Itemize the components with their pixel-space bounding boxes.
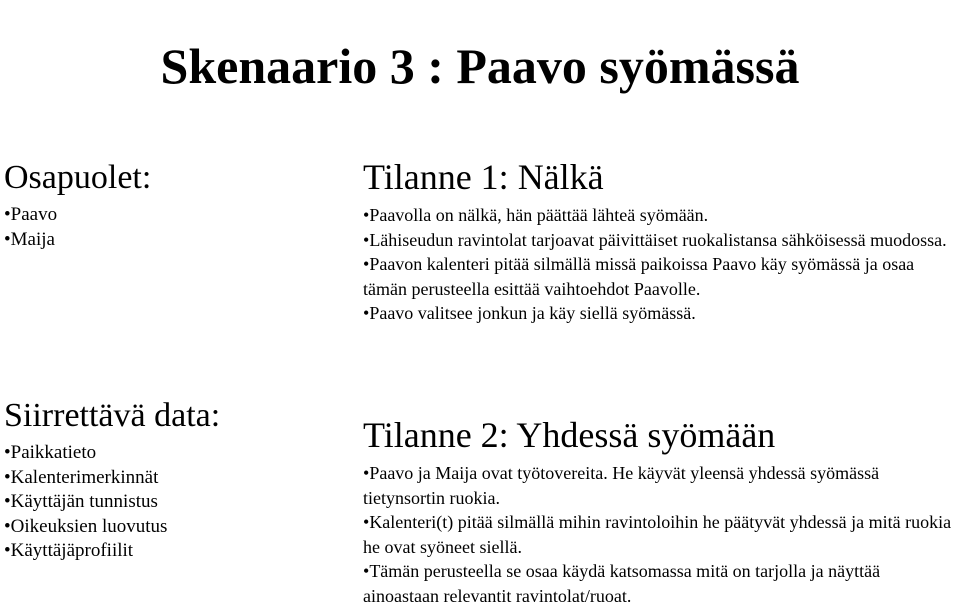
siirrettava-list xyxy=(4,441,167,564)
tilanne1-list xyxy=(363,203,957,326)
siirrettava-heading: Siirrettävä data: xyxy=(4,397,221,434)
bullet-icon: • xyxy=(4,204,11,225)
osapuolet-list xyxy=(4,203,57,252)
list-item xyxy=(363,228,957,253)
bullet-icon: • xyxy=(363,561,370,581)
list-item xyxy=(363,559,957,608)
tilanne2-heading: Tilanne 2: Yhdessä syömään xyxy=(363,415,776,455)
tilanne1-heading: Tilanne 1: Nälkä xyxy=(363,157,604,197)
list-item xyxy=(4,228,57,253)
list-item xyxy=(4,466,167,491)
list-item xyxy=(4,539,167,564)
slide-title: Skenaario 3 : Paavo syömässä xyxy=(160,37,800,94)
bullet-icon: • xyxy=(363,303,370,323)
bullet-icon: • xyxy=(363,229,370,250)
list-item xyxy=(363,461,957,510)
list-item xyxy=(4,441,167,466)
list-item-text: Paavon kalenteri pitää silmällä missä paikoissa Paavo käy syömässä ja osaa tämän perusteella esittää vaihtoehdot Paavolle. xyxy=(363,254,915,299)
bullet-icon: • xyxy=(4,540,11,561)
list-item xyxy=(363,301,957,326)
list-item-text: Käyttäjäprofiilit xyxy=(10,540,134,561)
bullet-icon: • xyxy=(4,515,11,537)
list-item-text: Paavolla on nälkä, hän päättää lähteä syömään. xyxy=(369,205,709,225)
list-item-text: Paavo xyxy=(10,204,58,225)
list-item-text: Lähiseudun ravintolat tarjoavat päivittäiset ruokalistansa sähköisessä muodossa. xyxy=(369,229,947,250)
list-item xyxy=(363,252,957,301)
bullet-icon: • xyxy=(363,254,370,274)
list-item xyxy=(363,510,957,559)
bullet-icon: • xyxy=(363,463,370,483)
tilanne2-list xyxy=(363,461,957,608)
bullet-icon: • xyxy=(4,491,11,512)
list-item-text: Maija xyxy=(10,228,55,250)
list-item-text: Käyttäjän tunnistus xyxy=(10,491,158,512)
list-item xyxy=(4,203,57,228)
list-item-text: Paavo ja Maija ovat työtovereita. He käyvät yleensä yhdessä syömässä tietynsortin ruokia. xyxy=(363,463,880,508)
bullet-icon: • xyxy=(4,466,11,488)
list-item-text: Tämän perusteella se osaa käydä katsomassa mitä on tarjolla ja näyttää ainoastaan relevantit ravintolat/ruoat. xyxy=(363,561,881,606)
list-item-text: Paavo valitsee jonkun ja käy siellä syömässä. xyxy=(369,303,696,323)
osapuolet-heading: Osapuolet: xyxy=(4,159,152,196)
bullet-icon: • xyxy=(363,205,370,225)
list-item-text: Oikeuksien luovutus xyxy=(10,515,168,537)
list-item-text: Paikkatieto xyxy=(10,442,97,463)
list-item-text: Kalenterimerkinnät xyxy=(10,466,159,488)
bullet-icon: • xyxy=(363,512,370,532)
bullet-icon: • xyxy=(4,228,11,250)
list-item xyxy=(4,490,167,515)
list-item xyxy=(363,203,957,228)
list-item xyxy=(4,515,167,540)
list-item-text: Kalenteri(t) pitää silmällä mihin ravintoloihin he päätyvät yhdessä ja mitä ruokia he ovat syöneet siellä. xyxy=(363,512,952,557)
bullet-icon: • xyxy=(4,442,11,463)
